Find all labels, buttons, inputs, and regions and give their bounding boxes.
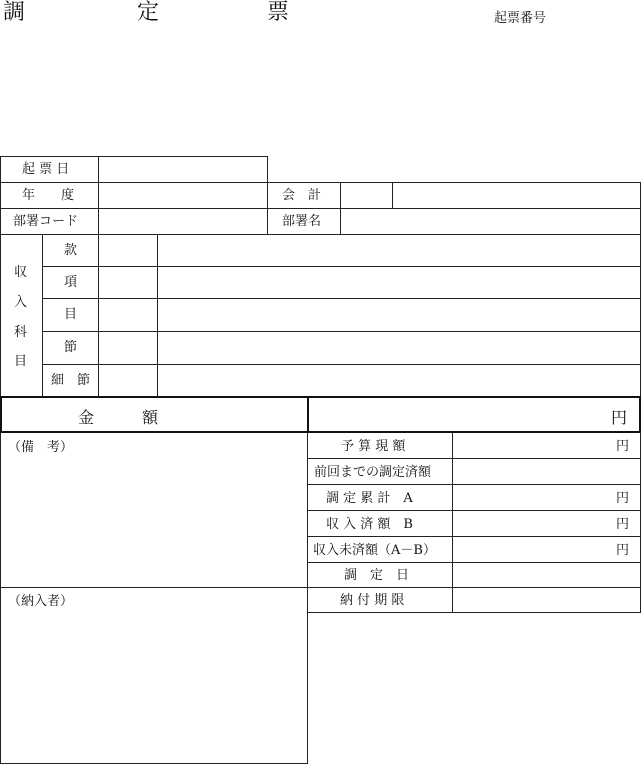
- revenue-setsu-code-field[interactable]: [99, 332, 157, 364]
- amount-unit: 円: [611, 408, 628, 427]
- slip-number-label: 起票番号: [494, 11, 547, 26]
- issue-date-label: 起 票 日: [22, 162, 70, 177]
- payer-label: （納入者）: [8, 594, 74, 609]
- revenue-kan-name-field[interactable]: [158, 235, 640, 266]
- remarks-label: （備 考）: [8, 440, 74, 455]
- budget-current-field[interactable]: [453, 434, 640, 458]
- budget-current-unit: 円: [616, 439, 630, 454]
- cumulative-a-label: 調 定 累 計 A: [326, 491, 413, 506]
- revenue-row-kan-label: 款: [64, 243, 78, 258]
- received-b-unit: 円: [616, 517, 630, 532]
- budget-current-label: 予 算 現 額: [341, 439, 406, 454]
- fiscal-year-label: 年 度: [22, 188, 75, 203]
- payment-deadline-label: 納 付 期 限: [340, 593, 405, 608]
- cumulative-a-field[interactable]: [453, 485, 640, 510]
- title-char-2: 定: [137, 0, 160, 25]
- revenue-row-saisetsu-label: 細 節: [51, 373, 91, 388]
- dept-name-label: 部署名: [282, 214, 322, 229]
- revenue-row-kou-label: 項: [64, 275, 78, 290]
- revenue-setsu-name-field[interactable]: [158, 332, 640, 364]
- payment-deadline-field[interactable]: [453, 588, 640, 612]
- prior-assessed-label: 前回までの調定済額: [314, 465, 432, 480]
- revenue-kou-code-field[interactable]: [99, 267, 157, 298]
- revenue-kou-name-field[interactable]: [158, 267, 640, 298]
- fiscal-year-field[interactable]: [99, 183, 267, 208]
- unpaid-unit: 円: [616, 543, 630, 558]
- revenue-saisetsu-code-field[interactable]: [99, 365, 157, 397]
- payer-field[interactable]: [2, 612, 306, 762]
- amount-label: 金 額: [78, 408, 159, 427]
- received-b-field[interactable]: [453, 511, 640, 536]
- dept-code-label: 部署コード: [13, 214, 79, 229]
- issue-date-field[interactable]: [99, 157, 267, 182]
- dept-name-field[interactable]: [341, 209, 640, 234]
- accounting-name-field[interactable]: [393, 183, 640, 208]
- remarks-field[interactable]: [2, 458, 306, 586]
- revenue-row-setsu-label: 節: [64, 340, 78, 355]
- prior-assessed-field[interactable]: [453, 459, 640, 484]
- unpaid-field[interactable]: [453, 537, 640, 562]
- revenue-group-char-2: 入: [14, 295, 28, 310]
- revenue-row-moku-label: 目: [64, 307, 78, 322]
- received-b-label: 収 入 済 額 B: [326, 517, 413, 532]
- revenue-group-char-4: 目: [14, 354, 28, 369]
- revenue-kan-code-field[interactable]: [99, 235, 157, 266]
- revenue-moku-code-field[interactable]: [99, 299, 157, 331]
- title-char-1: 調: [3, 0, 26, 25]
- amount-field[interactable]: [310, 399, 638, 430]
- assessment-date-label: 調 定 日: [344, 568, 410, 583]
- revenue-moku-name-field[interactable]: [158, 299, 640, 331]
- title-char-3: 票: [267, 0, 290, 25]
- cumulative-a-unit: 円: [616, 491, 630, 506]
- accounting-code-field[interactable]: [341, 183, 392, 208]
- revenue-group-char-1: 収: [14, 265, 28, 280]
- revenue-saisetsu-name-field[interactable]: [158, 365, 640, 397]
- revenue-group-char-3: 科: [14, 325, 28, 340]
- unpaid-label: 収入未済額（A－B）: [313, 543, 436, 558]
- dept-code-field[interactable]: [99, 209, 267, 234]
- accounting-label: 会 計: [282, 188, 322, 203]
- assessment-date-field[interactable]: [453, 563, 640, 587]
